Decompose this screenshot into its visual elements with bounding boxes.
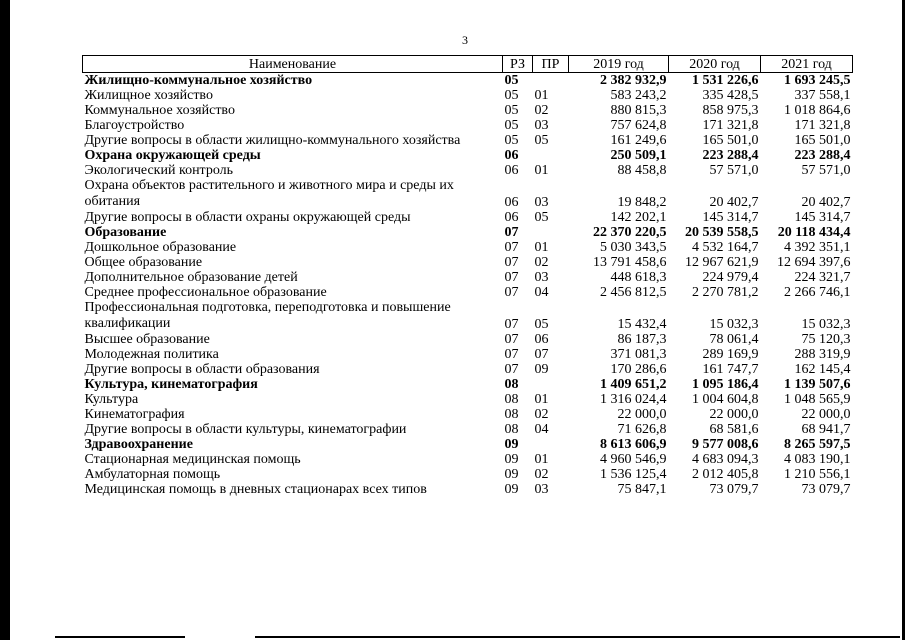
row-name: Другие вопросы в области образования [84,362,320,377]
page-number: 3 [462,33,468,47]
row-value-2021: 57 571,0 [801,163,851,178]
header-rz: РЗ [503,56,533,73]
row-pr: 05 [534,133,549,148]
row-value-2019: 1 409 651,2 [600,377,667,392]
row-name: Жилищно-коммунальное хозяйство [84,73,313,88]
row-rz: 08 [504,422,519,437]
row-rz: 09 [504,437,519,452]
section-row [83,437,853,452]
row-value-2019: 2 382 932,9 [600,73,667,88]
row-value-2021: 224 321,7 [794,270,851,285]
row-value-2021: 20 402,7 [801,195,851,210]
row-name: Коммунальное хозяйство [84,103,235,118]
row-name: Молодежная политика [84,347,219,362]
row-value-2020: 73 079,7 [709,482,759,497]
row-value-2019: 371 081,3 [610,347,667,362]
section-row [83,225,853,240]
row-pr [533,73,569,89]
row-name: Высшее образование [84,332,210,347]
row-value-2020: 224 979,4 [702,270,759,285]
row-value-2019: 13 791 458,6 [593,255,667,270]
table-row [83,240,853,255]
row-value-2020: 858 975,3 [702,103,759,118]
row-value-2021: 2 266 746,1 [784,285,851,300]
row-value-2021: 288 319,9 [794,347,851,362]
row-pr: 06 [534,332,549,347]
row-rz: 07 [504,270,519,285]
header-name: Наименование [83,56,503,73]
row-rz: 07 [504,347,519,362]
table-row [83,392,853,407]
row-name: Экологический контроль [84,163,234,178]
row-rz: 06 [504,163,519,178]
header-2019: 2019 год [569,56,669,73]
row-name: Кинематография [84,407,185,422]
table-row [83,407,853,422]
row-rz: 05 [504,118,519,133]
row-value-2021: 171 321,8 [794,118,851,133]
table-row [83,163,853,178]
header-2020: 2020 год [669,56,761,73]
row-value-2020: 1 004 604,8 [692,392,759,407]
row-value-2021: 8 265 597,5 [784,437,851,452]
row-value-2019: 170 286,6 [610,362,667,377]
row-pr: 01 [534,240,549,255]
row-value-2021: 75 120,3 [801,332,851,347]
row-pr [533,225,569,240]
row-name: Амбулаторная помощь [84,467,221,482]
row-value-2019: 75 847,1 [617,482,667,497]
row-name: Другие вопросы в области культуры, кинематографии [84,422,407,437]
row-value-2019: 448 618,3 [610,270,667,285]
bottom-rule [255,636,900,638]
row-value-2021: 1 210 556,1 [784,467,851,482]
row-pr: 04 [534,285,549,300]
row-value-2020: 145 314,7 [702,210,759,225]
row-value-2021: 15 032,3 [801,317,851,332]
row-rz: 05 [504,73,519,88]
row-value-2020: 335 428,5 [702,88,759,103]
table-header-row [83,56,853,73]
row-pr: 02 [534,407,549,422]
section-row [83,377,853,392]
row-pr: 09 [534,362,549,377]
header-2021: 2021 год [761,56,853,73]
row-value-2021: 1 048 565,9 [784,392,851,407]
row-value-2020: 1 531 226,6 [692,73,759,88]
row-rz: 08 [504,407,519,422]
row-value-2021: 1 018 864,6 [784,103,851,118]
row-value-2020: 289 169,9 [702,347,759,362]
row-value-2019: 250 509,1 [610,148,667,163]
row-value-2020: 1 095 186,4 [692,377,759,392]
row-value-2019: 5 030 343,5 [600,240,667,255]
row-value-2021: 68 941,7 [801,422,851,437]
section-row [83,73,853,89]
row-value-2020: 15 032,3 [709,317,759,332]
table-row [83,178,853,210]
row-value-2019: 8 613 606,9 [600,437,667,452]
bottom-rule [55,636,185,638]
row-rz: 07 [504,317,519,332]
row-value-2020: 20 402,7 [709,195,759,210]
row-name: Профессиональная подготовка, переподготовка и повышение квалификации [84,300,451,331]
row-value-2020: 223 288,4 [702,148,759,163]
row-value-2019: 88 458,8 [617,163,667,178]
row-rz: 05 [504,88,519,103]
row-pr: 01 [534,452,549,467]
table-row [83,347,853,362]
row-value-2021: 165 501,0 [794,133,851,148]
row-rz: 05 [504,103,519,118]
row-value-2019: 161 249,6 [610,133,667,148]
row-rz: 09 [504,482,519,497]
row-value-2019: 1 316 024,4 [600,392,667,407]
row-name: Культура [84,392,139,407]
row-name: Дошкольное образование [84,240,237,255]
row-pr: 04 [534,422,549,437]
row-value-2020: 78 061,4 [709,332,759,347]
row-value-2020: 12 967 621,9 [685,255,759,270]
row-value-2020: 4 532 164,7 [692,240,759,255]
row-pr: 05 [534,210,549,225]
row-pr: 01 [534,163,549,178]
row-name: Дополнительное образование детей [84,270,298,285]
row-value-2019: 22 370 220,5 [593,225,667,240]
row-value-2020: 9 577 008,6 [692,437,759,452]
row-value-2020: 22 000,0 [709,407,759,422]
row-pr: 02 [534,103,549,118]
row-value-2020: 4 683 094,3 [692,452,759,467]
row-name: Культура, кинематография [84,377,258,392]
row-value-2021: 1 693 245,5 [784,73,851,88]
row-rz: 07 [504,362,519,377]
table-row [83,118,853,133]
row-value-2019: 22 000,0 [617,407,667,422]
row-rz: 09 [504,452,519,467]
row-value-2020: 2 012 405,8 [692,467,759,482]
row-value-2021: 337 558,1 [794,88,851,103]
table-row [83,482,853,497]
row-pr: 02 [534,467,549,482]
row-name: Охрана объектов растительного и животного мира и среды их обитания [84,178,454,209]
header-pr: ПР [533,56,569,73]
row-value-2019: 2 456 812,5 [600,285,667,300]
row-value-2020: 2 270 781,2 [692,285,759,300]
row-name: Охрана окружающей среды [84,148,261,163]
scan-border-left [0,0,10,640]
table-row [83,362,853,377]
table-body [83,73,853,498]
row-name: Здравоохранение [84,437,193,452]
row-value-2020: 20 539 558,5 [685,225,759,240]
row-value-2020: 161 747,7 [702,362,759,377]
row-value-2021: 4 083 190,1 [784,452,851,467]
row-rz: 07 [504,225,519,240]
row-pr [533,377,569,392]
row-name: Образование [84,225,167,240]
row-rz: 06 [504,148,519,163]
row-value-2019: 71 626,8 [617,422,667,437]
row-pr: 03 [534,270,549,285]
row-pr [533,437,569,452]
table-row [83,300,853,332]
row-rz: 05 [504,133,519,148]
row-value-2020: 68 581,6 [709,422,759,437]
table-row [83,210,853,225]
row-pr: 02 [534,255,549,270]
row-rz: 07 [504,240,519,255]
row-value-2021: 12 694 397,6 [777,255,851,270]
row-rz: 07 [504,285,519,300]
row-name: Общее образование [84,255,203,270]
table-row [83,103,853,118]
row-value-2021: 145 314,7 [794,210,851,225]
table-row [83,133,853,148]
row-value-2021: 22 000,0 [801,407,851,422]
table-row [83,422,853,437]
row-value-2019: 4 960 546,9 [600,452,667,467]
row-value-2019: 880 815,3 [610,103,667,118]
row-value-2021: 4 392 351,1 [784,240,851,255]
row-value-2019: 1 536 125,4 [600,467,667,482]
table-row [83,332,853,347]
row-name: Среднее профессиональное образование [84,285,327,300]
table-row [83,270,853,285]
row-rz: 07 [504,255,519,270]
row-name: Другие вопросы в области жилищно-коммунального хозяйства [84,133,461,148]
row-name: Жилищное хозяйство [84,88,213,103]
table-row [83,255,853,270]
row-pr: 03 [534,118,549,133]
budget-table [82,55,853,497]
row-pr [533,148,569,163]
row-pr: 05 [534,317,549,332]
row-pr: 03 [534,482,549,497]
row-value-2019: 583 243,2 [610,88,667,103]
row-value-2019: 142 202,1 [610,210,667,225]
row-pr: 03 [534,195,549,210]
row-name: Другие вопросы в области охраны окружающей среды [84,210,411,225]
row-rz: 09 [504,467,519,482]
row-value-2021: 20 118 434,4 [777,225,851,240]
row-value-2019: 15 432,4 [617,317,667,332]
row-value-2021: 223 288,4 [794,148,851,163]
row-value-2020: 165 501,0 [702,133,759,148]
row-value-2021: 1 139 507,6 [784,377,851,392]
table-row [83,452,853,467]
row-value-2021: 73 079,7 [801,482,851,497]
row-value-2020: 57 571,0 [709,163,759,178]
row-value-2019: 19 848,2 [617,195,667,210]
row-rz: 06 [504,210,519,225]
row-name: Медицинская помощь в дневных стационарах всех типов [84,482,427,497]
section-row [83,148,853,163]
row-rz: 07 [504,332,519,347]
row-pr: 01 [534,88,549,103]
row-value-2019: 86 187,3 [617,332,667,347]
table-row [83,467,853,482]
row-pr: 07 [534,347,549,362]
row-pr: 01 [534,392,549,407]
row-rz: 08 [504,377,519,392]
table-row [83,285,853,300]
row-value-2021: 162 145,4 [794,362,851,377]
row-value-2020: 171 321,8 [702,118,759,133]
row-rz: 08 [504,392,519,407]
row-name: Стационарная медицинская помощь [84,452,301,467]
row-value-2019: 757 624,8 [610,118,667,133]
table-row [83,88,853,103]
row-name: Благоустройство [84,118,185,133]
row-rz: 06 [504,195,519,210]
